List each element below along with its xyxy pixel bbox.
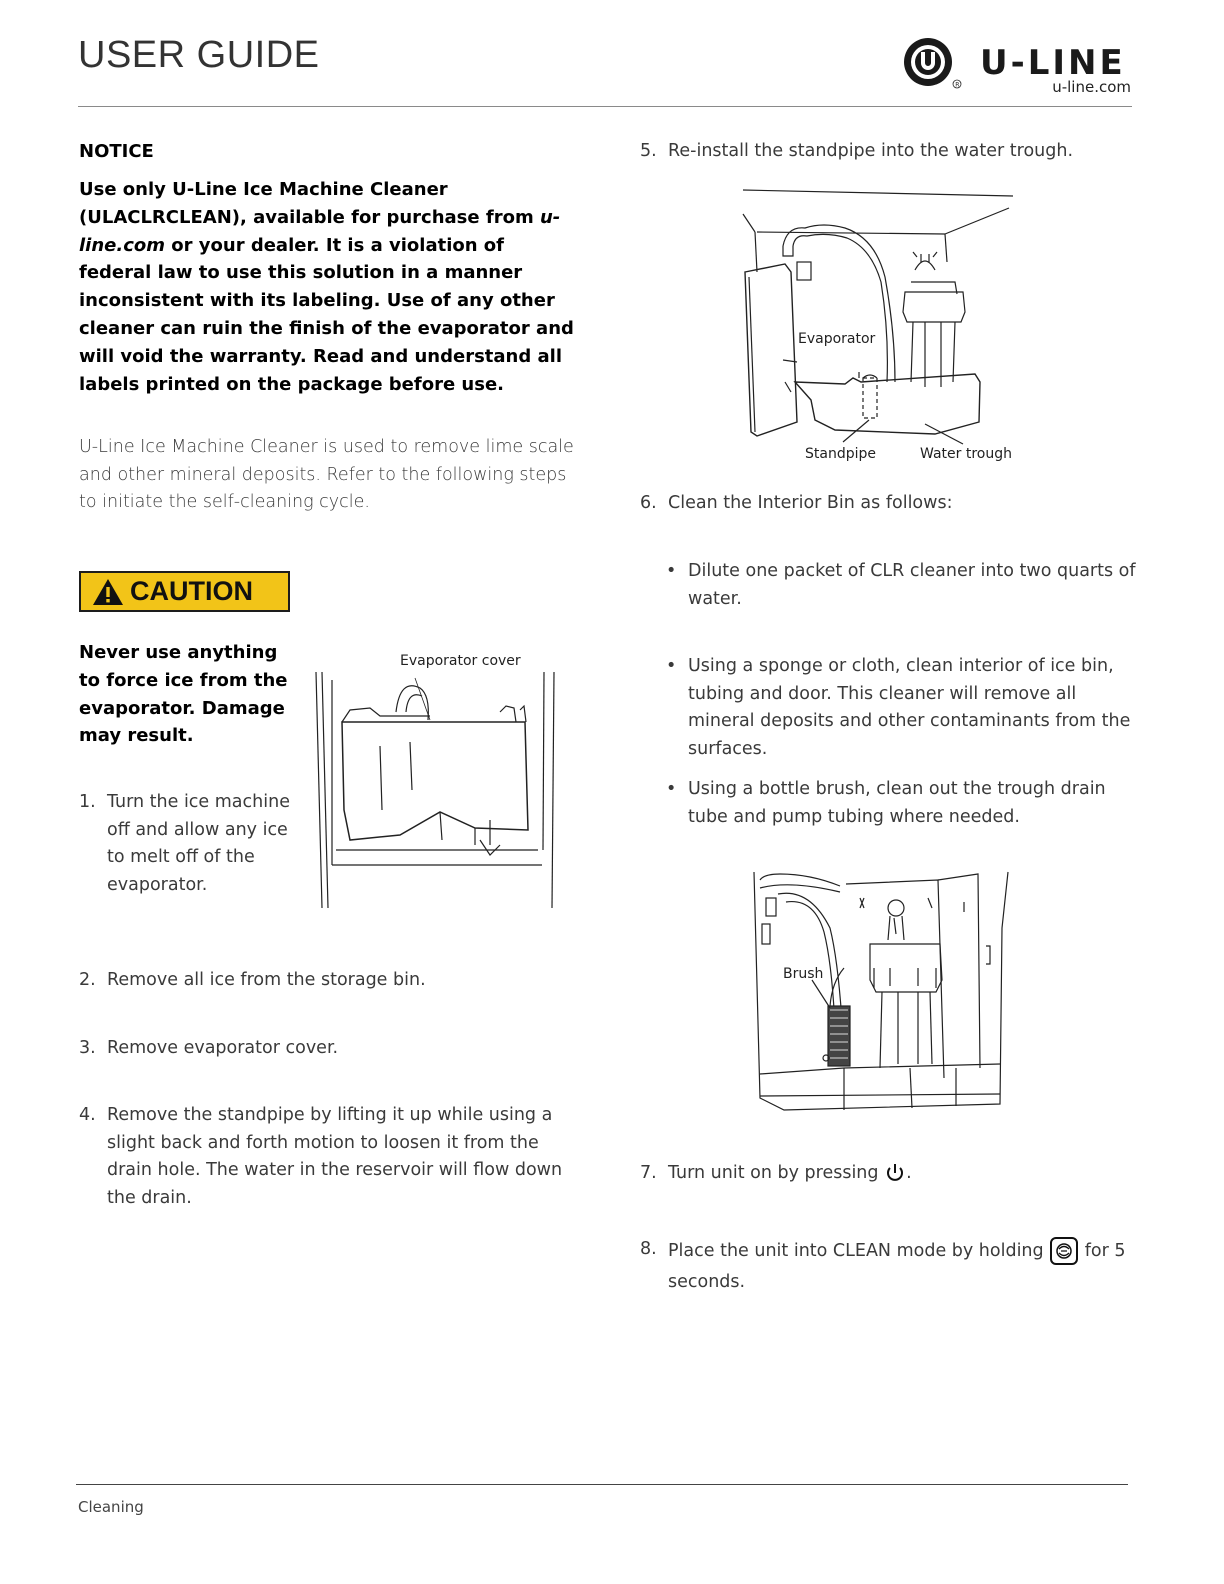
- page-title: USER GUIDE: [78, 34, 320, 76]
- svg-text:R: R: [955, 81, 960, 89]
- brush-figure: [750, 868, 1015, 1120]
- svg-text:Evaporator cover: Evaporator cover: [400, 653, 521, 669]
- brand-wordmark: U-LINE: [980, 43, 1126, 83]
- site-url: u-line.com: [1052, 78, 1131, 96]
- bullet-item: • Dilute one packet of CLR cleaner into two quarts of water.: [688, 558, 1138, 613]
- standpipe-trough-figure: [735, 182, 1025, 464]
- evaporator-cover-figure: [310, 650, 560, 915]
- warning-icon: [92, 578, 124, 606]
- notice-heading: NOTICE: [79, 141, 154, 162]
- step-3: 3. Remove evaporator cover.: [79, 1038, 339, 1058]
- notice-body: Use only U-Line Ice Machine Cleaner (ULACLRCLEAN), available for purchase from u-line.com or your dealer. It is a violation of federal law to use this solution in a manner inconsistent with its labeling. Use of any other cleaner can ruin the finish of the evaporator and will void the warranty. Read and understand all labels printed on the package before use.: [79, 179, 574, 395]
- footer-divider: [76, 1484, 1128, 1485]
- svg-text:Standpipe: Standpipe: [805, 446, 876, 462]
- footer-section-label: Cleaning: [78, 1498, 144, 1516]
- step-4: 4. Remove the standpipe by lifting it up while using a slight back and forth motion to loosen it from the drain hole. The water in the reservoir will flow down the drain.: [79, 1105, 563, 1209]
- header-divider: [78, 106, 1132, 107]
- intro-paragraph: U-Line Ice Machine Cleaner is used to remove lime scale and other mineral deposits. Refer to the following steps to initiate the self-cleaning cycle.: [79, 437, 574, 513]
- caution-banner: [79, 571, 290, 612]
- bullet-dot-icon: •: [666, 656, 677, 676]
- svg-text:Evaporator: Evaporator: [798, 331, 876, 347]
- step-2: 2. Remove all ice from the storage bin.: [79, 970, 426, 990]
- step-1: 1. Turn the ice machine off and allow any ice to melt off of the evaporator.: [79, 792, 290, 896]
- notice-link[interactable]: u-line.com: [79, 206, 561, 256]
- caution-text: Never use anything to force ice from the evaporator. Damage may result.: [79, 642, 288, 747]
- clean-button-icon: [1049, 1236, 1079, 1266]
- bullet-item: • Using a bottle brush, clean out the trough drain tube and pump tubing where needed.: [688, 776, 1138, 831]
- svg-text:Water trough: Water trough: [920, 446, 1012, 462]
- bullet-item: • Using a sponge or cloth, clean interior of ice bin, tubing and door. This cleaner will remove all mineral deposits and other contaminants from the surfaces.: [688, 653, 1138, 764]
- step-8: 8. Place the unit into CLEAN mode by holding for 5 seconds.: [640, 1236, 1140, 1296]
- power-icon: [884, 1162, 906, 1184]
- step-7: 7. Turn unit on by pressing .: [640, 1163, 912, 1183]
- svg-text:Brush: Brush: [783, 966, 824, 982]
- bullet-dot-icon: •: [666, 779, 677, 799]
- bullet-dot-icon: •: [666, 561, 677, 581]
- caution-label: CAUTION: [130, 576, 253, 606]
- step-5: 5. Re-install the standpipe into the water trough.: [640, 141, 1074, 161]
- step-6: 6. Clean the Interior Bin as follows:: [640, 493, 953, 513]
